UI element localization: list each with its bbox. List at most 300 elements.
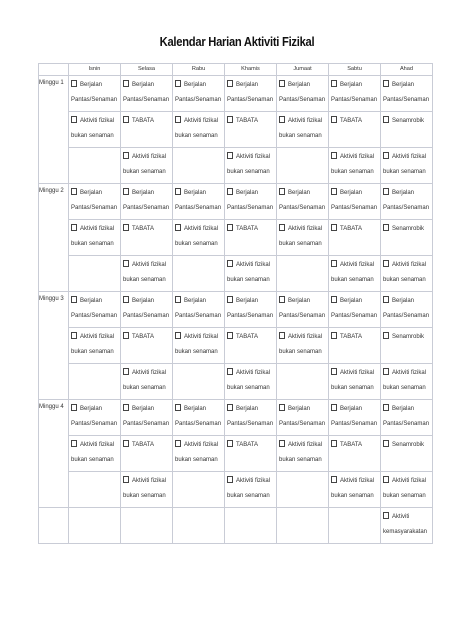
activity-cell [329,292,381,328]
activity-label-line2: bukan senaman [123,385,166,391]
activity-cell [225,148,277,184]
activity-cell [225,436,277,472]
checkbox-icon[interactable] [279,116,285,123]
activity-entry [69,112,120,144]
activity-label: TABATA [340,442,363,448]
checkbox-icon[interactable] [227,260,233,267]
week-label: Minggu 1 [39,76,69,184]
activity-entry [69,76,120,108]
checkbox-icon[interactable] [279,440,285,447]
activity-entry [225,148,276,180]
activity-cell [277,220,329,256]
activity-label: Aktiviti fizikal [236,370,271,376]
activity-label-line2: Pantas/Senaman [279,313,326,319]
checkbox-icon[interactable] [175,188,181,195]
activity-entry [329,76,380,108]
checkbox-icon[interactable] [71,116,77,123]
checkbox-icon[interactable] [227,368,233,375]
activity-entry [69,184,120,216]
activity-label: Berjalan [132,82,155,88]
empty-cell [173,256,225,292]
activity-cell [381,400,433,436]
activity-cell [381,256,433,292]
activity-label-line2: Pantas/Senaman [123,97,170,103]
activity-entry [121,436,172,453]
checkbox-icon[interactable] [331,368,337,375]
activity-label: Berjalan [288,82,311,88]
activity-entry [277,436,328,468]
activity-label: Berjalan [236,82,259,88]
activity-entry [121,112,172,129]
checkbox-icon[interactable] [175,80,181,87]
checkbox-icon[interactable] [331,80,337,87]
empty-cell [69,256,121,292]
activity-entry [121,184,172,216]
activity-entry [225,472,276,504]
activity-entry [381,184,432,216]
checkbox-icon[interactable] [331,152,337,159]
activity-label: Berjalan [340,298,363,304]
checkbox-icon[interactable] [123,80,129,87]
activity-entry [225,364,276,396]
activity-cell [121,400,173,436]
checkbox-icon[interactable] [279,404,285,411]
activity-label: Berjalan [392,190,415,196]
table-row [39,472,433,508]
activity-cell [225,76,277,112]
checkbox-icon[interactable] [331,296,337,303]
activity-cell [225,256,277,292]
activity-entry [69,328,120,360]
empty-cell [277,148,329,184]
checkbox-icon[interactable] [383,404,389,411]
checkbox-icon[interactable] [227,80,233,87]
activity-entry [329,292,380,324]
checkbox-icon[interactable] [71,296,77,303]
activity-label-line2: bukan senaman [331,277,374,283]
activity-label: Aktiviti fizikal [288,442,323,448]
activity-entry [173,292,224,324]
activity-cell [381,184,433,220]
activity-cell [277,184,329,220]
activity-label-line2: Pantas/Senaman [279,421,326,427]
table-row [39,184,433,220]
activity-cell [329,184,381,220]
activity-label-line2: Pantas/Senaman [331,97,378,103]
checkbox-icon[interactable] [227,188,233,195]
activity-label: Berjalan [80,82,103,88]
activity-cell [277,292,329,328]
checkbox-icon[interactable] [123,260,129,267]
checkbox-icon[interactable] [71,332,77,339]
checkbox-icon[interactable] [383,476,389,483]
activity-entry [381,112,432,129]
activity-entry [225,436,276,453]
checkbox-icon[interactable] [383,368,389,375]
empty-cell [69,364,121,400]
checkbox-icon[interactable] [71,188,77,195]
checkbox-icon[interactable] [123,224,129,231]
checkbox-icon[interactable] [331,404,337,411]
checkbox-icon[interactable] [383,224,389,231]
checkbox-icon[interactable] [331,476,337,483]
activity-cell [329,148,381,184]
activity-label-line2: Pantas/Senaman [331,313,378,319]
activity-label: Aktiviti fizikal [132,154,167,160]
activity-label: Aktiviti fizikal [132,478,167,484]
activity-label-line2: Pantas/Senaman [383,313,430,319]
checkbox-icon[interactable] [123,116,129,123]
corner-cell [39,64,69,76]
checkbox-icon[interactable] [123,404,129,411]
checkbox-icon[interactable] [227,332,233,339]
activity-label-line2: bukan senaman [279,133,322,139]
activity-label: Berjalan [184,298,207,304]
activity-label: Aktiviti fizikal [392,262,427,268]
activity-entry [381,148,432,180]
checkbox-icon[interactable] [123,368,129,375]
table-row [39,76,433,112]
activity-label-line2: bukan senaman [331,169,374,175]
checkbox-icon[interactable] [227,152,233,159]
table-row-final [39,508,433,544]
activity-entry [381,436,432,453]
checkbox-icon[interactable] [331,260,337,267]
activity-cell [121,364,173,400]
activity-cell [329,220,381,256]
activity-cell [121,256,173,292]
checkbox-icon[interactable] [279,80,285,87]
activity-cell [381,220,433,256]
activity-label: Berjalan [288,190,311,196]
checkbox-icon[interactable] [331,440,337,447]
activity-cell [225,112,277,148]
page-title: Kalendar Harian Aktiviti Fizikal [159,34,315,49]
activity-cell [69,184,121,220]
activity-label-line2: bukan senaman [227,169,270,175]
empty-cell [69,472,121,508]
checkbox-icon[interactable] [383,296,389,303]
checkbox-icon[interactable] [227,224,233,231]
activity-label: Berjalan [392,298,415,304]
checkbox-icon[interactable] [279,296,285,303]
activity-label-line2: Pantas/Senaman [279,205,326,211]
checkbox-icon[interactable] [123,440,129,447]
activity-label: Senamrobik [392,226,425,232]
activity-entry [329,184,380,216]
activity-label-line2: Pantas/Senaman [71,97,118,103]
activity-label: TABATA [340,334,363,340]
activity-label-line2: bukan senaman [71,457,114,463]
activity-label: TABATA [132,334,155,340]
activity-entry [121,472,172,504]
activity-entry [329,436,380,453]
checkbox-icon[interactable] [331,188,337,195]
activity-label-line2: bukan senaman [279,241,322,247]
activity-entry [277,220,328,252]
day-header-jumaat: Jumaat [277,64,329,76]
activity-label: TABATA [340,226,363,232]
checkbox-icon[interactable] [383,512,389,519]
day-header-rabu: Rabu [173,64,225,76]
activity-label-line2: Pantas/Senaman [175,313,222,319]
activity-label: Aktiviti fizikal [340,262,375,268]
activity-entry [69,220,120,252]
activity-cell [121,436,173,472]
checkbox-icon[interactable] [227,296,233,303]
checkbox-icon[interactable] [227,404,233,411]
checkbox-icon[interactable] [227,440,233,447]
activity-entry [277,184,328,216]
activity-label-line2: bukan senaman [71,133,114,139]
activity-label: Aktiviti fizikal [184,442,219,448]
checkbox-icon[interactable] [123,152,129,159]
activity-label: Aktiviti fizikal [132,370,167,376]
activity-label-line2: bukan senaman [279,349,322,355]
activity-label: Berjalan [132,298,155,304]
activity-cell [381,328,433,364]
empty-cell [173,364,225,400]
activity-label: Aktiviti fizikal [340,478,375,484]
activity-entry [381,508,432,540]
activity-entry [329,220,380,237]
activity-label-line2: Pantas/Senaman [227,421,274,427]
checkbox-icon[interactable] [331,116,337,123]
checkbox-icon[interactable] [175,296,181,303]
table-row [39,400,433,436]
activity-label: TABATA [132,442,155,448]
activity-label-line2: bukan senaman [383,169,426,175]
activity-label: Senamrobik [392,118,425,124]
activity-label: Berjalan [392,406,415,412]
activity-label: Aktiviti fizikal [184,118,219,124]
checkbox-icon[interactable] [71,440,77,447]
activity-label-line2: bukan senaman [227,385,270,391]
checkbox-icon[interactable] [279,224,285,231]
activity-cell [329,112,381,148]
checkbox-icon[interactable] [71,404,77,411]
activity-label-line2: Pantas/Senaman [123,313,170,319]
activity-entry [69,400,120,432]
activity-label: Aktiviti fizikal [392,478,427,484]
activity-cell [381,472,433,508]
table-row [39,220,433,256]
activity-entry [277,328,328,360]
checkbox-icon[interactable] [175,332,181,339]
checkbox-icon[interactable] [383,332,389,339]
activity-label-line2: bukan senaman [175,349,218,355]
checkbox-icon[interactable] [123,188,129,195]
activity-label-line2: Pantas/Senaman [331,205,378,211]
activity-label: Senamrobik [392,334,425,340]
activity-label-line2: Pantas/Senaman [331,421,378,427]
activity-cell [69,76,121,112]
activity-label: Aktiviti fizikal [340,154,375,160]
activity-cell [329,76,381,112]
activity-label-line2: Pantas/Senaman [175,421,222,427]
activity-label: Berjalan [236,406,259,412]
activity-label: Aktiviti fizikal [288,334,323,340]
activity-cell [381,112,433,148]
checkbox-icon[interactable] [383,260,389,267]
checkbox-icon[interactable] [383,80,389,87]
activity-entry [329,472,380,504]
checkbox-icon[interactable] [175,224,181,231]
activity-entry [225,256,276,288]
header-row [39,64,433,76]
checkbox-icon[interactable] [123,296,129,303]
activity-label: Aktiviti fizikal [392,370,427,376]
activity-entry [329,328,380,345]
activity-entry [225,292,276,324]
checkbox-icon[interactable] [175,116,181,123]
activity-label: Aktiviti fizikal [392,154,427,160]
activity-entry [121,220,172,237]
activity-label: TABATA [236,118,259,124]
checkbox-icon[interactable] [227,476,233,483]
activity-label: Berjalan [184,406,207,412]
activity-entry [121,328,172,345]
table-row [39,112,433,148]
activity-label: Aktiviti fizikal [236,154,271,160]
empty-cell [329,508,381,544]
activity-label-line2: bukan senaman [279,457,322,463]
checkbox-icon[interactable] [71,224,77,231]
activity-entry [225,184,276,216]
checkbox-icon[interactable] [383,152,389,159]
activity-entry [173,112,224,144]
activity-label: Berjalan [392,82,415,88]
table-row [39,364,433,400]
activity-cell [121,292,173,328]
activity-cell [381,148,433,184]
activity-entry [225,328,276,345]
activity-cell [225,220,277,256]
activity-entry [329,148,380,180]
activity-entry [121,364,172,396]
checkbox-icon[interactable] [175,404,181,411]
activity-label-line2: Pantas/Senaman [227,313,274,319]
activity-entry [277,292,328,324]
week-label: Minggu 2 [39,184,69,292]
activity-entry [381,220,432,237]
activity-cell [225,364,277,400]
empty-cell [39,508,69,544]
activity-cell [121,184,173,220]
day-header-khamis: Khamis [225,64,277,76]
activity-entry [225,400,276,432]
empty-cell [69,508,121,544]
activity-cell [381,508,433,544]
activity-entry [381,400,432,432]
empty-cell [69,148,121,184]
activity-label-line2: Pantas/Senaman [227,205,274,211]
checkbox-icon[interactable] [331,224,337,231]
activity-label-line2: Pantas/Senaman [383,421,430,427]
activity-entry [173,220,224,252]
checkbox-icon[interactable] [175,440,181,447]
day-header-sabtu: Sabtu [329,64,381,76]
activity-entry [329,364,380,396]
activity-cell [381,364,433,400]
checkbox-icon[interactable] [227,116,233,123]
activity-label: TABATA [236,334,259,340]
activity-cell [381,76,433,112]
activity-entry [173,436,224,468]
activity-label: Aktiviti fizikal [80,442,115,448]
checkbox-icon[interactable] [383,188,389,195]
activity-label: Berjalan [236,298,259,304]
checkbox-icon[interactable] [71,80,77,87]
activity-entry [381,328,432,345]
table-row [39,328,433,364]
activity-cell [173,436,225,472]
checkbox-icon[interactable] [279,188,285,195]
checkbox-icon[interactable] [383,116,389,123]
activity-entry [121,292,172,324]
activity-label-line2: Pantas/Senaman [71,205,118,211]
activity-cell [329,436,381,472]
checkbox-icon[interactable] [279,332,285,339]
activity-cell [173,292,225,328]
activity-cell [329,400,381,436]
activity-label: Berjalan [340,190,363,196]
checkbox-icon[interactable] [331,332,337,339]
week-label: Minggu 3 [39,292,69,400]
activity-cell [225,184,277,220]
activity-label: Aktiviti fizikal [288,118,323,124]
activity-cell [173,220,225,256]
empty-cell [173,472,225,508]
activity-label: Aktiviti fizikal [236,478,271,484]
activity-entry [121,76,172,108]
activity-cell [277,400,329,436]
empty-cell [277,508,329,544]
activity-label-line2: Pantas/Senaman [175,205,222,211]
activity-cell [277,328,329,364]
activity-label: Berjalan [288,298,311,304]
activity-cell [69,220,121,256]
activity-label: Aktiviti fizikal [236,262,271,268]
activity-label-line2: Pantas/Senaman [71,313,118,319]
activity-label: TABATA [132,226,155,232]
activity-label: Aktiviti fizikal [80,334,115,340]
checkbox-icon[interactable] [123,332,129,339]
activity-label-line2: bukan senaman [123,169,166,175]
day-header-isnin: Isnin [69,64,121,76]
activity-entry [381,364,432,396]
activity-label-line2: Pantas/Senaman [383,97,430,103]
activity-label: Berjalan [80,406,103,412]
activity-entry [121,256,172,288]
activity-entry [277,112,328,144]
activity-label: Berjalan [132,190,155,196]
activity-entry [225,76,276,108]
activity-cell [69,436,121,472]
activity-label-line2: bukan senaman [227,493,270,499]
activity-entry [225,112,276,129]
checkbox-icon[interactable] [123,476,129,483]
activity-entry [173,328,224,360]
activity-label: Berjalan [80,298,103,304]
day-header-ahad: Ahad [381,64,433,76]
activity-cell [225,328,277,364]
checkbox-icon[interactable] [383,440,389,447]
activity-label-line2: Pantas/Senaman [71,421,118,427]
activity-label-line2: bukan senaman [175,133,218,139]
activity-entry [69,292,120,324]
activity-cell [121,328,173,364]
